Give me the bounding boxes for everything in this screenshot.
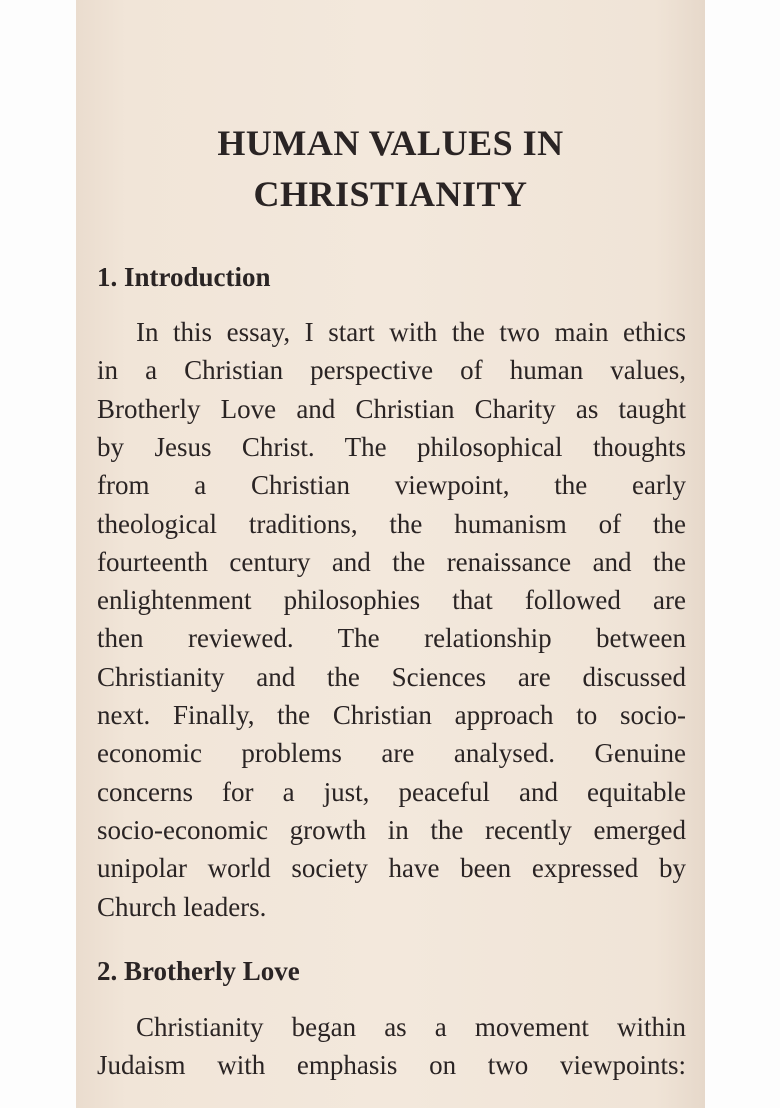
text-line: socio-economic growth in the recently emerged (97, 814, 686, 845)
text-line: Church leaders. (97, 891, 267, 922)
text-line: Christianity and the Sciences are discussed (97, 661, 686, 692)
text-line: unipolar world society have been expressed by (97, 853, 686, 884)
text-line: by Jesus Christ. The philosophical thoughts (97, 431, 686, 462)
text-line: Christianity began as a movement within (136, 1012, 686, 1042)
text-line: theological traditions, the humanism of the (97, 508, 686, 539)
section-heading-brotherly-love: 2. Brotherly Love (97, 956, 300, 986)
text-line: Judaism with emphasis on two viewpoints: (97, 1050, 686, 1081)
title-line-2: CHRISTIANITY (253, 174, 528, 214)
text-line: next. Finally, the Christian approach to socio- (97, 700, 686, 730)
title-line-1: HUMAN VALUES IN (217, 123, 564, 163)
text-line: from a Christian viewpoint, the early (97, 470, 686, 501)
text-line: economic problems are analysed. Genuine (97, 738, 686, 769)
text-line: In this essay, I start with the two main ethics (136, 317, 686, 347)
book-page (76, 0, 705, 1108)
text-line: concerns for a just, peaceful and equitable (97, 776, 686, 807)
text-line: enlightenment philosophies that followed are (97, 585, 686, 616)
section-heading-introduction: 1. Introduction (97, 262, 271, 292)
text-line: then reviewed. The relationship between (97, 623, 686, 654)
text-line: in a Christian perspective of human values, (97, 355, 686, 386)
text-line: fourteenth century and the renaissance and the (97, 546, 686, 577)
text-line: Brotherly Love and Christian Charity as taught (97, 393, 686, 424)
